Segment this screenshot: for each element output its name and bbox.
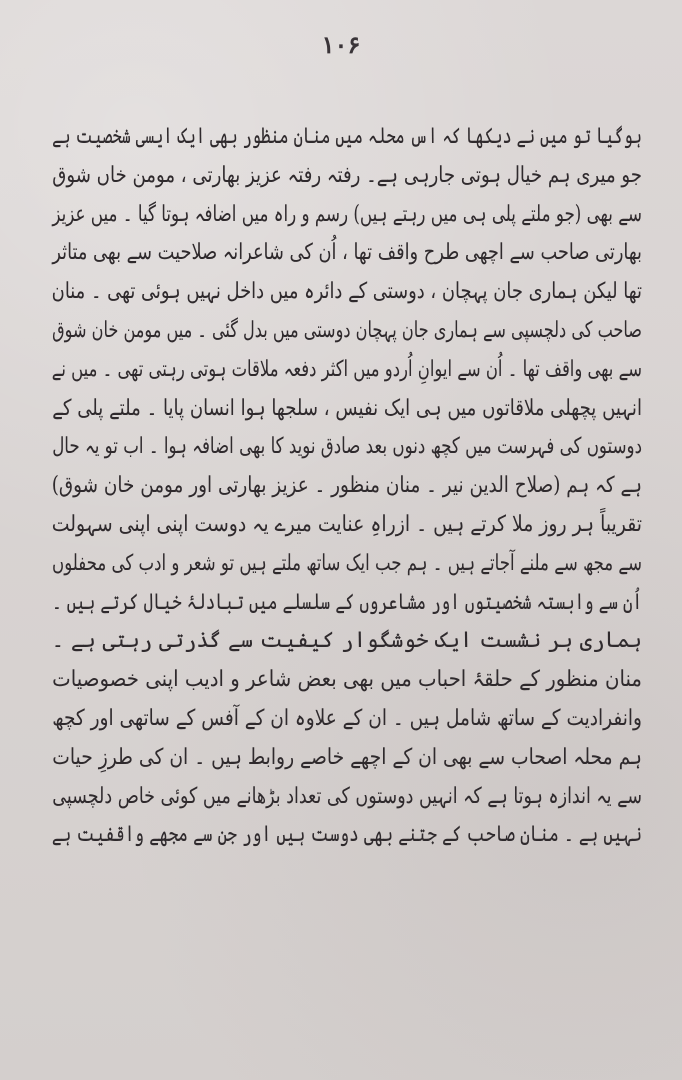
text-line: انہیں پچھلی ملاقاتوں میں ہی ایک نفیس ، سلجھا ہوا انسان پایا ۔ ملتے پلی کے [52,395,643,421]
text-line: تھا لیکن ہماری جان پہچان ، دوستی کے دائرہ میں داخل نہیں ہوئی تھی ۔ منان [51,279,642,305]
text-line: ہے کہ ہم (صلاح الدین نیر ۔ منان منظور ۔ عزیز بھارتی اور مومن خان شوق) [51,473,643,499]
text-line: دوستوں کی فہرست میں کچھ دنوں بعد صادق نوید کا بھی اضافہ ہوا ۔ اب تو یہ حال [52,434,642,460]
text-line: ہم محلہ اصحاب سے بھی ان کے اچھے خاصے روابط ہیں ۔ ان کی طرزِ حیات [52,744,643,770]
text-line: منان منظور کے حلقۂ احباب میں بھی بعض شاعر و ادیب اپنی خصوصیات [52,667,642,693]
text-line: صاحب کی دلچسپی سے ہماری جان پہچان دوستی میں بدل گئی ۔ میں مومن خان شوق [52,317,642,343]
text-line: سے مجھ سے ملنے آجاتے ہیں ۔ ہم جب ایک ساتھ ملتے ہیں تو شعر و ادب کی محفلوں [52,550,643,576]
text-line: نہیں ہے ۔ منان صاحب کے جتنے بھی دوست ہیں اور جن سے مجھے واقفیت ہے [51,822,643,848]
text-line: سے بھی واقف تھا ۔ اُن سے ایوانِ اُردو میں اکثر دفعہ ملاقات ہوتی رہتی تھی ۔ میں نے [51,356,642,382]
text-line: سے یہ اندازہ ہوتا ہے کہ انہیں دوستوں کی تعداد بڑھانے میں کوئی خاص دلچسپی [52,783,643,809]
text-line: بھارتی صاحب سے اچھی طرح واقف تھا ، اُن کی شاعرانہ صلاحیت سے بھی متاثر [52,240,642,266]
page-number: ۱۰۶ [321,30,361,59]
text-line: ہماری ہر نشست ایک خوشگوار کیفیت سے گذرتی رہتی ہے ۔ [51,628,642,654]
text-line: جو میری ہم خیال ہوتی جارہی ہے۔ رفتہ رفتہ عزیز بھارتی ، مومن خاں شوق [52,162,642,188]
text-line: سے بھی (جو ملتے پلی ہی میں رہتے ہیں) رسم و راہ میں اضافہ ہوتا گیا ۔ میں عزیز [52,201,642,227]
urdu-body-text [52,118,642,855]
text-line: اُن سے وابستہ شخصیتوں اور مشاعروں کے سلسلے میں تبادلۂ خیال کرتے ہیں ۔ [52,589,642,615]
text-line: وانفرادیت کے ساتھ شامل ہیں ۔ ان کے علاوہ ان کے آفس کے ساتھی اور کچھ [52,705,643,731]
text-line: ہوگیا تو میں نے دیکھا کہ اس محلہ میں منان منظور بھی ایک ایسی شخصیت ہے [52,124,642,149]
text-line: تقریباً ہر روز ملا کرتے ہیں ۔ ازراہِ عنایت میرے یہ دوست اپنی اپنی سہولت [51,511,643,537]
